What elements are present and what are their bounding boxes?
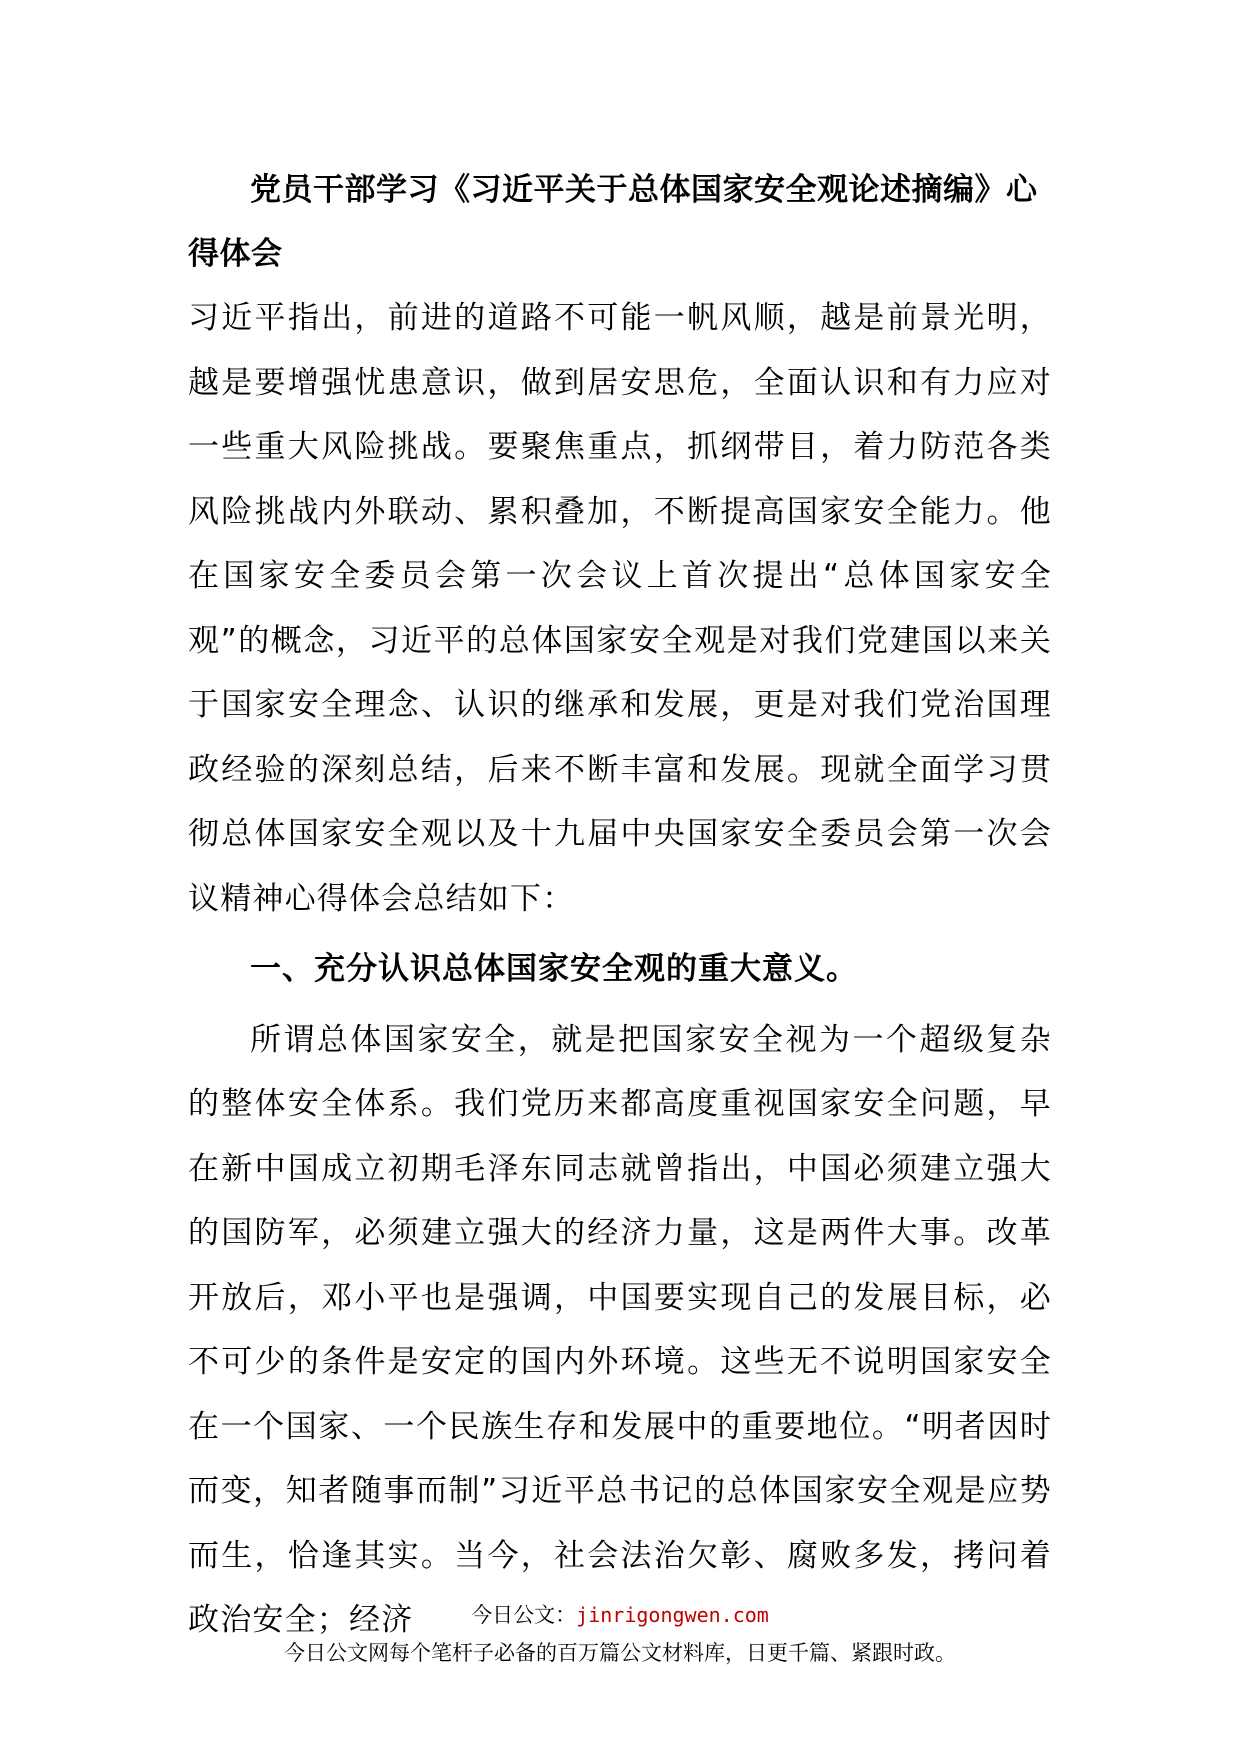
document-body [188,158,1052,1653]
footer-source-link[interactable]: jinrigongwen.com [576,1603,769,1627]
document-title: 党员干部学习《习近平关于总体国家安全观论述摘编》心得体会 [188,172,1038,272]
intro-paragraph: 习近平指出，前进的道路不可能一帆风顺，越是前景光明，越是要增强忧患意识，做到居安思危，全面认识和有力应对一些重大风险挑战。要聚焦重点，抓纲带目，着力防范各类风险挑战内外联动、累积叠加，不断提高国家安全能力。他在国家安全委员会第一次会议上首次提出“总体国家安全观”的概念，习近平的总体国家安全观是对我们党建国以来关于国家安全理念、认识的继承和发展，更是对我们党治国理政经验的深刻总结，后来不断丰富和发展。现就全面学习贯彻总体国家安全观以及十九届中央国家安全委员会第一次会议精神心得体会总结如下： [188,300,1052,917]
footer-source-label: 今日公文： [471,1603,577,1627]
footer-tagline: 今日公文网每个笔杆子必备的百万篇公文材料库，日更千篇、紧跟时政。 [284,1641,956,1665]
section-paragraph: 所谓总体国家安全，就是把国家安全视为一个超级复杂的整体安全体系。我们党历来都高度重视国家安全问题，早在新中国成立初期毛泽东同志就曾指出，中国必须建立强大的国防军，必须建立强大的经济力量，这是两件大事。改革开放后，邓小平也是强调，中国要实现自己的发展目标，必不可少的条件是安定的国内外环境。这些无不说明国家安全在一个国家、一个民族生存和发展中的重要地位。“明者因时而变，知者随事而制”习近平总书记的总体国家安全观是应势而生，恰逢其实。当今，社会法治欠彰、腐败多发，拷问着政治安全；经济 [188,1021,1052,1638]
section-heading: 一、充分认识总体国家安全观的重大意义。 [250,951,858,987]
footer-source [0,1600,1240,1630]
